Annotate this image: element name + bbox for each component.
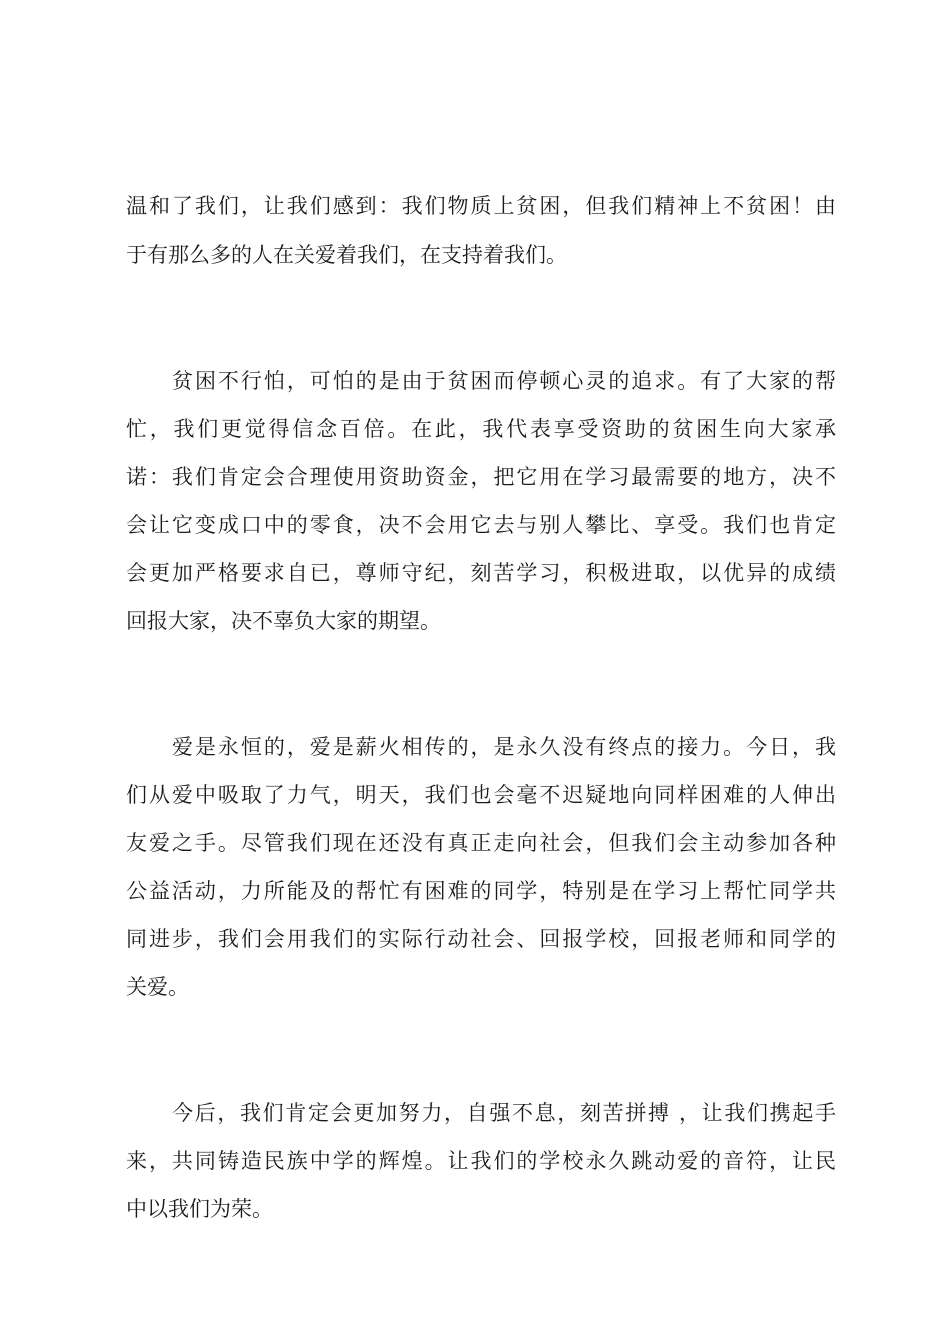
paragraph-2-line-1: 贫困不行怕，可怕的是由于贫困而停顿心灵的追求。有了大家的帮	[172, 369, 836, 393]
paragraph-3-line-3: 友爱之手。尽管我们现在还没有真正走向社会，但我们会主动参加各种	[126, 831, 836, 855]
paragraph-1-line-2: 于有那么多的人在关爱着我们，在支持着我们。	[126, 243, 567, 267]
paragraph-4-line-1: 今后，我们肯定会更加努力，自强不息，刻苦拼搏 ，让我们携起手	[172, 1101, 836, 1125]
paragraph-3-line-1: 爱是永恒的，爱是薪火相传的，是永久没有终点的接力。今日，我	[172, 735, 836, 759]
paragraph-4-line-2: 来，共同铸造民族中学的辉煌。让我们的学校永久跳动爱的音符，让民	[126, 1149, 836, 1173]
paragraph-3-line-5: 同进步，我们会用我们的实际行动社会、回报学校，回报老师和同学的	[126, 927, 836, 951]
paragraph-2-line-6: 回报大家，决不辜负大家的期望。	[126, 609, 441, 633]
paragraph-3-line-6: 关爱。	[126, 975, 189, 999]
paragraph-4-line-3: 中以我们为荣。	[126, 1197, 273, 1221]
paragraph-2-line-3: 诺：我们肯定会合理使用资助资金，把它用在学习最需要的地方，决不	[126, 465, 836, 489]
paragraph-2-line-4: 会让它变成口中的零食，决不会用它去与别人攀比、享受。我们也肯定	[126, 513, 836, 537]
paragraph-2-line-5: 会更加严格要求自已，尊师守纪，刻苦学习，积极进取，以优异的成绩	[126, 561, 836, 585]
paragraph-2-line-2: 忙，我们更觉得信念百倍。在此，我代表享受资助的贫困生向大家承	[126, 417, 836, 441]
paragraph-3-line-4: 公益活动，力所能及的帮忙有困难的同学，特别是在学习上帮忙同学共	[126, 879, 836, 903]
paragraph-3-line-2: 们从爱中吸取了力气，明天，我们也会毫不迟疑地向同样困难的人伸出	[126, 783, 836, 807]
paragraph-1-line-1: 温和了我们，让我们感到：我们物质上贫困，但我们精神上不贫困！由	[126, 194, 836, 218]
